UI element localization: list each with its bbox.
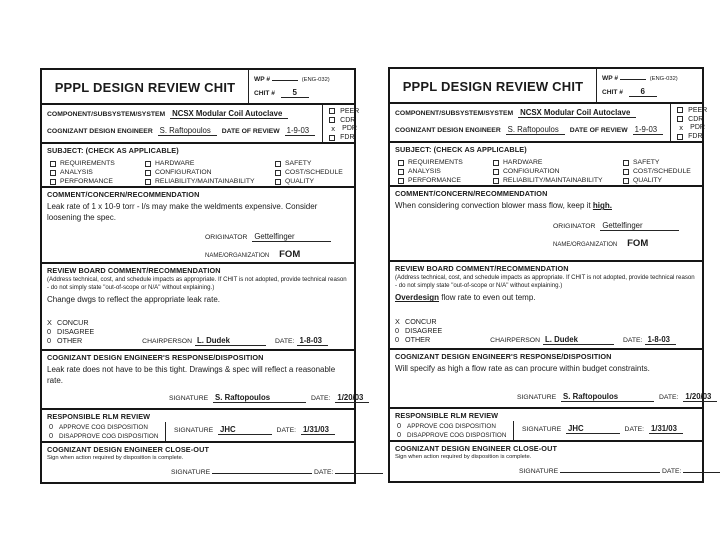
chit-label: CHIT # — [254, 90, 275, 97]
engineer-line — [47, 126, 318, 135]
hardware-row — [145, 160, 275, 167]
component-label: COMPONENT/SUBSYSTEM/SYSTEM — [395, 110, 514, 117]
quality-row — [275, 178, 349, 185]
safety-row — [275, 160, 349, 167]
component-section — [42, 103, 360, 142]
closeout-note: Sign when action required by disposition is complete. — [395, 454, 532, 461]
rlm-signature-value: JHC — [566, 424, 620, 434]
signature-label: SIGNATURE — [169, 395, 209, 403]
rlm-row — [47, 422, 354, 443]
comment-header: COMMENT/CONCERN/RECOMMENDATION — [395, 189, 548, 199]
pdr-label: PDR — [690, 124, 705, 132]
peer-checkbox — [677, 107, 683, 113]
subject-section — [390, 141, 702, 185]
other-mark: 0 — [395, 334, 400, 344]
response-signature-value: S. Raftopoulos — [213, 393, 306, 403]
engineer-label: COGNIZANT DESIGN ENGINEER — [395, 127, 501, 134]
concur-label: CONCUR — [57, 318, 89, 328]
chairperson-value: L. Dudek — [543, 335, 614, 345]
closeout-section — [42, 441, 354, 482]
closeout-section — [390, 440, 702, 481]
hardware-label: HARDWARE — [155, 160, 195, 168]
cdr-row — [677, 115, 707, 124]
form-number-label: (ENG-032) — [649, 76, 678, 82]
disagree-label: DISAGREE — [57, 327, 95, 337]
component-value: NCSX Modular Coil Autoclave — [170, 109, 288, 119]
performance-checkbox — [398, 178, 404, 184]
originator-line — [553, 221, 697, 230]
other-mark: 0 — [47, 336, 52, 346]
component-value: NCSX Modular Coil Autoclave — [518, 108, 636, 118]
date-of-review-label: DATE OF REVIEW — [569, 127, 628, 134]
quality-label: QUALITY — [285, 178, 315, 186]
design-review-chit-form-right — [388, 67, 712, 483]
subject-checkbox-columns — [395, 159, 697, 184]
component-line — [395, 108, 666, 117]
performance-row — [398, 177, 493, 184]
originator-label: ORIGINATOR — [553, 222, 596, 230]
rlm-date-label: DATE: — [276, 427, 297, 435]
chairperson-label: CHAIRPERSON — [490, 336, 541, 344]
originator-block — [47, 232, 349, 260]
engineer-line — [395, 125, 666, 134]
review-board-instructions: (Address technical, cost, and schedule impacts as appropriate. If CHIT is not adopted, provide technical reason - do not simply state "out-of-scope or N/A" without explaining.) — [47, 275, 347, 292]
hardware-row — [493, 159, 623, 166]
closeout-date-label: DATE: — [313, 469, 334, 476]
rlm-header: RESPONSIBLE RLM REVIEW — [395, 411, 499, 421]
pdr-row — [677, 124, 707, 133]
rlm-options — [47, 422, 165, 443]
disagree-row — [47, 327, 349, 336]
organization-value: FOM — [279, 248, 301, 260]
approve-mark: 0 — [397, 421, 402, 431]
name-organization-label: NAME/ORGANIZATION — [205, 252, 270, 259]
concur-mark: X — [395, 316, 400, 326]
cost-schedule-label: COST/SCHEDULE — [633, 168, 691, 176]
peer-label: PEER — [340, 107, 360, 115]
performance-row — [50, 178, 145, 185]
comment-text — [395, 201, 697, 211]
requirements-checkbox — [398, 160, 404, 166]
fdr-row — [329, 133, 359, 142]
disapprove-label: DISAPPROVE COG DISPOSITION — [407, 431, 507, 439]
originator-block — [395, 221, 697, 249]
requirements-checkbox — [50, 161, 56, 167]
closeout-date-blank — [335, 467, 383, 474]
comment-text-pre: When considering convection blower mass flow, keep it — [395, 201, 593, 211]
closeout-header: COGNIZANT DESIGN ENGINEER CLOSE-OUT — [47, 445, 210, 455]
review-board-comment — [47, 295, 349, 305]
peer-label: PEER — [688, 106, 708, 114]
subject-column-3 — [275, 160, 349, 185]
safety-checkbox — [623, 160, 629, 166]
board-comment-pre: Change dwgs to reflect the appropriate leak rate. — [47, 295, 220, 305]
response-date-label: DATE: — [658, 394, 679, 402]
wp-label: WP # — [254, 76, 271, 83]
pdr-x-mark: x — [331, 124, 336, 134]
configuration-row — [493, 168, 623, 175]
requirements-row — [398, 159, 493, 166]
analysis-label: ANALYSIS — [408, 168, 441, 176]
approve-label: APPROVE COG DISPOSITION — [407, 423, 496, 431]
analysis-checkbox — [398, 169, 404, 175]
configuration-label: CONFIGURATION — [503, 168, 560, 176]
configuration-checkbox — [493, 169, 499, 175]
board-date-value: 1-8-03 — [297, 336, 328, 346]
form-header-section — [42, 70, 354, 103]
fdr-row — [677, 132, 707, 141]
cost-schedule-checkbox — [623, 169, 629, 175]
approve-label: APPROVE COG DISPOSITION — [59, 424, 148, 432]
peer-checkbox — [329, 108, 335, 114]
cost-schedule-label: COST/SCHEDULE — [285, 169, 343, 177]
engineer-response-section — [390, 348, 712, 407]
rlm-signature-area — [513, 421, 702, 442]
chit-label: CHIT # — [602, 89, 623, 96]
concur-mark: X — [47, 318, 52, 328]
fdr-checkbox — [677, 134, 683, 140]
other-chairperson-row — [47, 336, 349, 345]
chairperson-value: L. Dudek — [195, 336, 266, 346]
response-text: Leak rate does not have to be this tight. Drawings & spec will reflect a reasonable rate. — [47, 365, 336, 385]
reliability-row — [145, 178, 275, 185]
review-board-section — [42, 262, 354, 349]
concur-label: CONCUR — [405, 316, 437, 326]
rlm-date-value: 1/31/03 — [649, 424, 683, 434]
rlm-review-section — [42, 408, 354, 441]
quality-checkbox — [275, 179, 281, 185]
review-board-header: REVIEW BOARD COMMENT/RECOMMENDATION — [395, 263, 569, 273]
comment-section — [42, 186, 354, 262]
rlm-signature-label: SIGNATURE — [174, 427, 214, 435]
form-title: PPPL DESIGN REVIEW CHIT — [402, 79, 584, 94]
performance-label: PERFORMANCE — [60, 178, 113, 186]
closeout-signature-blank — [212, 467, 312, 474]
hardware-checkbox — [493, 160, 499, 166]
review-board-comment — [395, 293, 697, 303]
response-header: COGNIZANT DESIGN ENGINEER'S RESPONSE/DISPOSITION — [395, 351, 612, 361]
wp-blank-line — [620, 73, 646, 80]
subject-section — [42, 142, 354, 186]
quality-row — [623, 177, 697, 184]
design-review-chit-form-left — [40, 68, 364, 484]
organization-line — [205, 249, 349, 260]
wp-chit-block — [596, 69, 702, 102]
disapprove-row — [47, 431, 165, 440]
performance-label: PERFORMANCE — [408, 177, 461, 185]
approve-mark: 0 — [49, 422, 54, 432]
review-type-checkbox-column — [322, 105, 359, 142]
chit-number-value: 5 — [281, 88, 309, 98]
safety-label: SAFETY — [285, 160, 312, 168]
wp-label: WP # — [602, 75, 619, 82]
disagree-mark: 0 — [47, 327, 52, 337]
configuration-row — [145, 169, 275, 176]
requirements-row — [50, 160, 145, 167]
chit-number-line — [602, 87, 700, 97]
board-comment-underlined: Overdesign — [395, 293, 440, 303]
review-board-section — [390, 260, 702, 348]
originator-value: Gettelfinger — [252, 232, 330, 242]
reliability-label: RELIABILITY/MAINTAINABILITY — [503, 177, 603, 185]
response-text: Will specify as high a flow rate as can procure within budget constraints. — [395, 363, 650, 373]
comment-text — [47, 202, 349, 223]
subject-header: SUBJECT: (CHECK AS APPLICABLE) — [47, 146, 179, 156]
fdr-checkbox — [329, 135, 335, 141]
chit-number-value: 6 — [629, 87, 657, 97]
disapprove-mark: 0 — [49, 430, 54, 440]
review-board-instructions: (Address technical, cost, and schedule impacts as appropriate. If CHIT is not adopted, provide technical reason - do not simply state "out-of-scope or N/A" without explaining.) — [395, 273, 695, 290]
component-fields — [42, 105, 322, 142]
disagree-mark: 0 — [395, 325, 400, 335]
closeout-date-blank — [683, 466, 720, 473]
pdr-row — [329, 125, 359, 134]
review-type-checkbox-column — [670, 104, 707, 141]
originator-value: Gettelfinger — [600, 221, 678, 231]
analysis-checkbox — [50, 170, 56, 176]
comment-header: COMMENT/CONCERN/RECOMMENDATION — [47, 190, 200, 200]
wp-number-line — [254, 74, 352, 83]
other-label: OTHER — [57, 336, 83, 346]
analysis-row — [50, 169, 145, 176]
response-signature-value: S. Raftopoulos — [561, 392, 654, 402]
reliability-row — [493, 177, 623, 184]
cost-schedule-checkbox — [275, 170, 281, 176]
hardware-checkbox — [145, 161, 151, 167]
rlm-date-label: DATE: — [624, 426, 645, 434]
subject-column-2 — [145, 160, 275, 185]
response-date-value: 1/20/03 — [683, 392, 717, 402]
closeout-date-label: DATE: — [661, 468, 682, 476]
form-number-label: (ENG-032) — [301, 77, 330, 83]
reliability-label: RELIABILITY/MAINTAINABILITY — [155, 178, 255, 186]
cdr-label: CDR — [340, 116, 356, 124]
subject-column-2 — [493, 159, 623, 184]
subject-checkbox-columns — [47, 160, 349, 185]
requirements-label: REQUIREMENTS — [60, 160, 115, 168]
wp-number-line — [602, 73, 700, 82]
board-date-label: DATE: — [274, 338, 295, 346]
board-date-value: 1-8-03 — [645, 335, 676, 345]
subject-column-3 — [623, 159, 697, 184]
board-comment-post: flow rate to even out temp. — [439, 293, 536, 303]
configuration-label: CONFIGURATION — [155, 169, 212, 177]
engineer-value: S. Raftopoulos — [158, 126, 217, 136]
originator-label: ORIGINATOR — [205, 233, 248, 241]
cdr-checkbox — [329, 117, 335, 123]
closeout-signature-label: SIGNATURE — [171, 469, 211, 476]
configuration-checkbox — [145, 170, 151, 176]
closeout-signature-blank — [560, 466, 660, 473]
disagree-label: DISAGREE — [405, 325, 443, 335]
review-date-value: 1-9-03 — [285, 126, 316, 136]
disagree-row — [395, 326, 697, 335]
rlm-date-value: 1/31/03 — [301, 425, 335, 435]
response-signature-line — [395, 392, 712, 402]
component-label: COMPONENT/SUBSYSTEM/SYSTEM — [47, 111, 166, 118]
component-fields — [390, 104, 670, 141]
safety-row — [623, 159, 697, 166]
peer-row — [329, 107, 359, 116]
safety-checkbox — [275, 161, 281, 167]
rlm-options — [395, 421, 513, 442]
rlm-signature-area — [165, 422, 354, 443]
analysis-label: ANALYSIS — [60, 169, 93, 177]
wp-chit-block — [248, 70, 354, 103]
approve-row — [395, 421, 513, 430]
originator-line — [205, 232, 349, 241]
closeout-signature-line — [395, 466, 697, 475]
engineer-response-section — [42, 349, 364, 408]
disapprove-label: DISAPPROVE COG DISPOSITION — [59, 432, 159, 440]
cdr-checkbox — [677, 116, 683, 122]
concur-row — [47, 318, 349, 327]
pdr-label: PDR — [342, 125, 357, 133]
disapprove-mark: 0 — [397, 429, 402, 439]
quality-label: QUALITY — [633, 177, 663, 185]
response-signature-line — [47, 393, 364, 403]
comment-text-underlined: high. — [592, 201, 612, 211]
subject-column-1 — [50, 160, 145, 185]
concur-row — [395, 317, 697, 326]
form-header-section — [390, 69, 702, 102]
analysis-row — [398, 168, 493, 175]
other-chairperson-row — [395, 335, 697, 344]
closeout-header: COGNIZANT DESIGN ENGINEER CLOSE-OUT — [395, 444, 558, 454]
engineer-value: S. Raftopoulos — [506, 125, 565, 135]
fdr-label: FDR — [340, 134, 355, 142]
wp-blank-line — [272, 74, 298, 81]
rlm-signature-label: SIGNATURE — [522, 426, 562, 434]
review-date-value: 1-9-03 — [633, 125, 664, 135]
requirements-label: REQUIREMENTS — [408, 159, 463, 167]
organization-line — [553, 238, 697, 249]
cdr-row — [329, 116, 359, 125]
response-date-value: 1/20/03 — [335, 393, 369, 403]
subject-header: SUBJECT: (CHECK AS APPLICABLE) — [395, 145, 527, 155]
concur-options — [395, 317, 697, 346]
comment-text-pre: Leak rate of 1 x 10-9 torr - l/s may make the weldments expensive. Consider loosening the spec. — [47, 202, 318, 222]
closeout-signature-label: SIGNATURE — [519, 468, 559, 476]
closeout-note: Sign when action required by disposition is complete. — [47, 455, 184, 462]
quality-checkbox — [623, 178, 629, 184]
comment-section — [390, 185, 702, 260]
reliability-checkbox — [145, 179, 151, 185]
subject-column-1 — [398, 159, 493, 184]
rlm-header: RESPONSIBLE RLM REVIEW — [47, 412, 151, 422]
pdr-x-mark: x — [679, 123, 684, 133]
chit-number-line — [254, 88, 352, 98]
date-of-review-label: DATE OF REVIEW — [221, 128, 280, 135]
closeout-signature-line — [47, 467, 349, 476]
reliability-checkbox — [493, 178, 499, 184]
cost-schedule-row — [275, 169, 349, 176]
response-date-label: DATE: — [310, 395, 331, 403]
organization-value: FOM — [627, 237, 649, 249]
safety-label: SAFETY — [633, 159, 660, 167]
component-section — [390, 102, 708, 141]
cost-schedule-row — [623, 168, 697, 175]
component-line — [47, 109, 318, 118]
performance-checkbox — [50, 179, 56, 185]
peer-row — [677, 106, 707, 115]
board-date-label: DATE: — [622, 336, 643, 344]
engineer-label: COGNIZANT DESIGN ENGINEER — [47, 128, 153, 135]
disapprove-row — [395, 430, 513, 439]
cdr-label: CDR — [688, 115, 704, 123]
response-header: COGNIZANT DESIGN ENGINEER'S RESPONSE/DISPOSITION — [47, 353, 264, 363]
approve-row — [47, 422, 165, 431]
concur-options — [47, 318, 349, 347]
rlm-row — [395, 421, 702, 442]
review-board-header: REVIEW BOARD COMMENT/RECOMMENDATION — [47, 265, 221, 275]
signature-label: SIGNATURE — [517, 394, 557, 402]
fdr-label: FDR — [688, 133, 703, 141]
hardware-label: HARDWARE — [503, 159, 543, 167]
other-label: OTHER — [405, 334, 431, 344]
chairperson-label: CHAIRPERSON — [142, 338, 193, 346]
name-organization-label: NAME/ORGANIZATION — [553, 241, 618, 248]
rlm-review-section — [390, 407, 702, 440]
rlm-signature-value: JHC — [218, 425, 272, 435]
form-title: PPPL DESIGN REVIEW CHIT — [54, 80, 236, 95]
